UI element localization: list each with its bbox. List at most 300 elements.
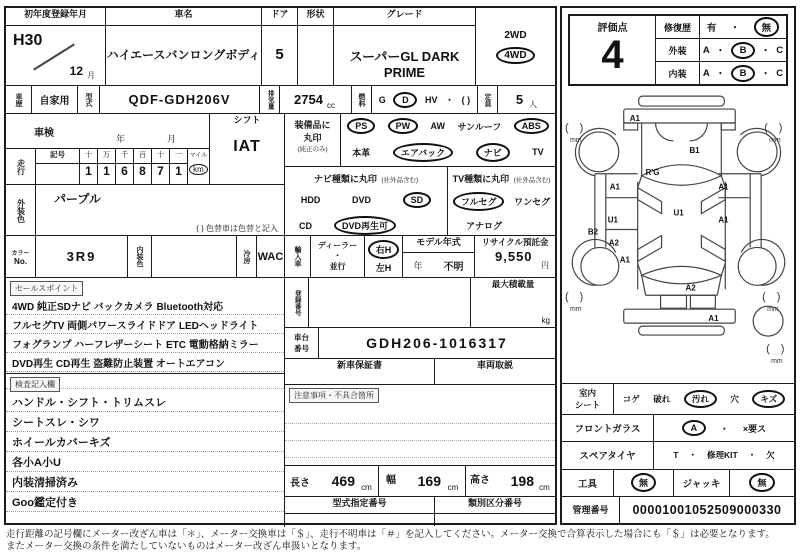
option: 穴 [730,394,739,405]
digit-header: 万 [98,149,115,164]
manual-cell [435,359,555,384]
exterior-color-row [6,185,284,235]
height-unit: cm [539,483,550,492]
history-value: 自家用 [39,96,70,107]
check-section [6,374,284,526]
shaken-month-unit: 月 [167,134,177,144]
color-import-row [6,236,555,278]
navi-tv-section [285,167,555,235]
spec-row [6,86,555,114]
seat-label-1: 室内 [578,388,596,399]
history-label-cell [6,86,32,113]
option: サンルーフ [457,121,502,132]
option-circled: B [731,42,755,59]
option: ( ) [461,94,471,105]
grade-value: スーパーGL DARK PRIME [349,49,460,80]
exterior-grade-row [656,39,786,62]
shift-label: シフト [233,115,261,125]
notes-section [285,385,555,466]
shaken-year-unit: 年 [116,134,126,144]
option: 左H [375,262,392,273]
option: 本革 [352,147,371,158]
option-circled: PW [388,118,419,134]
bottom-block [6,278,555,527]
length-unit: cm [361,483,372,492]
management-number-label-cell [562,497,620,523]
management-number-label: 管理番号 [572,505,609,516]
warranty-label: 新車保証書 [336,360,382,370]
option: ・ [719,423,729,434]
dealer-lines [311,236,364,277]
seat-label-cell [562,384,614,414]
manual-label: 車両取説 [476,360,513,370]
first-registration-label: 初年度登録年月 [6,8,105,26]
svg-text:A1: A1 [718,182,729,192]
option: ・ [688,450,697,461]
windshield-label: フロントガラス [574,424,641,436]
middle-right [285,114,555,235]
recycle-value: 9,550 [495,249,533,265]
recycle-unit: 円 [541,261,549,271]
exterior-grade-label-cell [656,39,700,61]
first-registration-cell [6,8,106,85]
exterior-color-label-cell [6,185,36,235]
max-load-cell [471,278,555,327]
option-circled: SD [403,192,432,208]
digit-value: 6 [121,164,128,178]
tv-type-cell [448,167,555,235]
registration-value-cell [309,278,471,327]
ac-cell [257,236,285,277]
odometer-unit-top: マイル [189,153,208,159]
color-no-cell [36,236,128,277]
model-year-value: 不明 [443,261,464,273]
option: 2WD [504,29,527,41]
svg-text:( ): ( ) [764,121,787,134]
option: G [378,94,386,105]
svg-text:A2: A2 [685,283,696,293]
text-line: フォグランプ ハーフレザーシート ETC 電動格納ミラー [6,334,284,353]
management-number-value: 00001001052509000330 [632,502,782,517]
option: ・ [445,95,455,105]
tools-label: 工具 [577,478,597,490]
svg-text:A1: A1 [609,182,620,192]
text-line: DVD再生 CD再生 盗難防止装置 オートエアコン [6,353,284,372]
repair-history-options [700,16,786,38]
text-line: ディーラー [317,240,358,250]
max-load-label: 最大積載量 [491,279,535,289]
option-circled: 右H [368,240,400,259]
text-line: 各小A小U [6,452,284,472]
color-no-value: 3R9 [66,249,97,264]
option: ・ [715,46,726,57]
option: アナログ [466,221,503,231]
digit-value: 1 [175,164,182,178]
shaken-row [6,114,209,149]
import-label: 輸入車 [294,246,301,267]
ac-value: WAC [257,250,284,263]
option-circled: 無 [754,17,780,37]
title-row [6,8,555,86]
import-label-cell [285,236,311,277]
displacement-label-cell [260,86,280,113]
equipment-label-1: 装備品に [294,120,331,130]
option: 修理KIT [706,450,738,461]
svg-text:A1: A1 [619,255,630,265]
seat-label-2: シート [574,400,601,411]
jack-label: ジャッキ [682,478,721,490]
door-value: 5 [275,46,284,63]
odometer-row [6,149,209,185]
svg-text:B1: B1 [689,145,700,155]
classification-number-label: 類別区分番号 [435,497,555,514]
model-code-label: 型式 [85,92,92,107]
option-circled: エアバック [393,143,453,162]
option: ワンセグ [514,197,551,207]
classification-number-cell [435,497,555,526]
option-circled: D [393,92,417,108]
option: ・ [760,46,771,57]
score-cell [570,16,656,84]
middle-left [6,114,285,235]
option: DVD [351,195,371,205]
capacity-unit: 人 [529,100,538,109]
empty-line [285,407,555,424]
option: AW [430,121,446,132]
option: HDD [300,195,321,205]
svg-text:A1: A1 [629,114,640,123]
sales-points-section [6,278,284,374]
digit-value: 7 [157,164,164,178]
sales-points-lines [6,296,284,372]
digit-value: 8 [139,164,146,178]
middle-block [6,114,555,236]
interior-grade-label: 内装 [668,68,687,79]
capacity-label: 定員 [484,92,491,107]
fuel-cell [372,86,478,113]
height-label: 高さ [465,466,494,496]
footer-line-2: またメーター交換の条件を満たしていないものはメーター改ざん車扱いとなります。 [6,540,367,552]
displacement-unit: cc [326,101,335,110]
windshield-row [562,415,794,442]
documents-row [285,359,555,385]
drive-options [496,30,534,64]
svg-text:mm: mm [769,136,781,144]
navi-type-title: ナビ種類に丸印 [313,174,377,184]
model-code-value: QDF-GDH206V [128,92,231,107]
svg-text:A1: A1 [718,215,729,225]
odometer-unit-cell [188,149,209,185]
odometer-label-cell [6,149,36,185]
designation-number-cell [285,497,435,526]
ac-label: 冷房 [243,249,250,264]
navi-type-note: (社外品含む) [381,177,419,184]
option-circled: ナビ [476,143,510,162]
recycle-cell [475,236,555,277]
length-value: 469 [331,473,355,489]
svg-text:U1: U1 [607,215,618,225]
exterior-color-label: 外装色 [16,199,26,223]
model-year-label: モデル年式 [403,236,474,253]
repair-history-row [656,16,786,39]
color-no-label-2: No. [14,256,27,266]
warranty-cell [285,359,435,384]
interior-grade-label-cell [656,62,700,84]
height-value: 198 [510,473,534,489]
footer-note [6,529,794,553]
svg-text:R'G: R'G [645,167,660,177]
right-panel [560,6,796,525]
tv-type-row-1 [448,192,555,211]
svg-text:A1: A1 [708,314,719,324]
option-circled: 無 [749,473,774,492]
digit-header: 千 [116,149,133,164]
model-code-cell [100,86,260,113]
option-circled: 無 [631,473,656,492]
text-line: 並行 [329,261,346,271]
digit-header: 十 [80,149,97,164]
svg-text:A2: A2 [608,238,619,248]
model-year-unit: 年 [413,260,423,271]
interior-grade-row [656,62,786,84]
option: ・ [715,69,726,80]
chassis-label-1: 車台 [294,333,309,342]
equipment-label-2: 丸印 [303,133,322,143]
navi-type-cell [285,167,448,235]
chassis-row [285,328,555,359]
door-label: ドア [262,8,297,26]
handle-options [368,240,400,274]
svg-text:( ): ( ) [762,291,785,304]
tools-options [614,470,674,496]
dimensions-row [285,466,555,497]
interior-color-label-cell [128,236,152,277]
tv-type-row-2 [466,219,555,232]
chassis-label-cell [285,328,319,358]
jack-label-cell [674,470,730,496]
door-cell [262,8,298,85]
option-circled: フルセグ [453,192,505,211]
first-registration-month: 12 [69,64,83,78]
dealer-cell [311,236,365,277]
equipment-label-3: (純正のみ) [297,146,328,153]
option: コゲ [622,394,640,405]
main-table [4,6,557,525]
management-number-value-cell [620,497,794,523]
option-circled: A [682,420,706,436]
registration-label: 登録番号 [293,289,301,316]
displacement-label: 排気量 [266,89,274,110]
capacity-label-cell [478,86,498,113]
ac-label-cell [237,236,257,277]
car-name-cell [106,8,262,85]
text-line: 内装清掃済み [6,472,284,492]
text-line: シートスレ・シワ [6,412,284,432]
option: C [776,44,784,56]
history-label: 車歴 [15,92,22,107]
color-no-label-1: カラー [11,250,30,257]
svg-text:( ): ( ) [564,291,588,304]
text-line: ・ [333,251,342,261]
designation-number-label: 型式指定番号 [285,497,434,514]
month-unit: 月 [87,71,95,80]
capacity-cell [498,86,555,113]
svg-text:mm: mm [569,306,582,314]
shift-cell [210,114,284,184]
fuel-label: 燃料 [358,92,365,107]
rating-box [568,14,788,86]
spare-tire-label: スペアタイヤ [579,451,636,463]
chassis-value-cell [319,328,555,358]
svg-text:U1: U1 [673,208,684,218]
odometer-digits [80,149,188,185]
seat-row [562,384,794,415]
score-value: 4 [601,33,624,77]
svg-text:( ): ( ) [564,121,588,134]
option-circled: 4WD [496,47,534,64]
interior-grade-options [700,62,786,84]
grade-label: グレード [334,8,475,26]
check-section-lines [6,392,284,512]
windshield-options [654,415,794,441]
svg-text:mm: mm [771,357,783,365]
option: 破れ [653,394,671,405]
equipment-section [285,114,555,167]
odometer-unit: km [189,164,208,175]
digit-header: 十 [152,149,169,164]
color-no-label-cell [6,236,36,277]
option: CD [299,220,312,231]
width-label: 幅 [378,466,403,496]
recycle-label: リサイクル預託金 [481,237,549,247]
tv-type-title: TV種類に丸印 [452,174,510,184]
empty-line [285,441,555,458]
model-code-label-cell [78,86,100,113]
digit-value: 1 [103,164,110,178]
digit-header: 百 [134,149,151,164]
car-name-value: ハイエースバンロングボディ [106,48,261,62]
seat-options [614,384,794,414]
length-label: 長さ [290,477,310,489]
bottom-left [6,278,285,527]
svg-text:mm: mm [569,136,582,144]
text-line: Goo鑑定付き [6,492,284,512]
option: ・ [747,450,757,461]
sales-points-title: セールスポイント [10,281,83,296]
handle-cell [365,236,403,277]
interior-color-label: 内装色 [136,246,143,267]
odometer-sign-header: 記号 [36,149,79,164]
exterior-grade-options [700,39,786,61]
option: A [702,44,710,56]
car-name-label: 車名 [106,8,261,26]
chassis-label-2: 番号 [294,344,309,353]
svg-text:( ): ( ) [766,343,789,356]
jack-options [730,470,794,496]
odometer-label: 走行 [16,159,26,175]
width-value: 169 [417,473,441,489]
odometer-sign-col [36,149,80,185]
svg-text:B2: B2 [587,227,599,237]
tools-row [562,470,794,497]
option-circled: DVD再生可 [334,216,396,235]
max-load-unit: kg [541,316,550,325]
digit-header: 一 [170,149,187,164]
shift-value: IAT [233,137,261,155]
type-number-row [285,497,555,526]
shaken-label: 車検 [34,127,54,139]
option: C [776,67,784,79]
interior-color-cell [152,236,237,277]
option: 欠 [766,450,775,461]
option-circled: ABS [514,118,549,134]
repair-history-label: 修復歴 [663,22,691,33]
text-line: 4WD 純正SDナビ バックカメラ Bluetooth対応 [6,296,284,315]
text-line: フルセグTV 両側パワースライドドア LEDヘッドライト [6,315,284,334]
chassis-value: GDH206-1016317 [366,335,508,351]
option-circled: B [731,65,755,82]
exterior-grade-label: 外装 [668,45,687,56]
fuel-options [372,86,477,113]
score-label: 評価点 [597,23,628,34]
digit-value: 1 [85,164,92,178]
capacity-value: 5 [515,92,524,107]
model-year-cell [403,236,475,277]
grade-cell [334,8,476,85]
option: ・ [730,23,740,34]
check-section-title: 検査記入欄 [10,377,60,392]
first-registration-year: H30 [13,32,43,49]
option-circled: 汚れ [684,390,717,408]
car-damage-diagram [562,90,794,384]
footer-line-1: 走行距離の記号欄にメーター改ざん車は「＊」、メーター交換車は「＄」、走行不明車は「＃」を記入してください。メーター交換で合算表示した場合にも「＄」は必要となります。 [6,529,775,540]
option-circled: PS [347,118,375,134]
management-number-row [562,497,794,523]
option-circled: キズ [752,390,785,408]
fuel-label-cell [352,86,372,113]
navi-type-row-2 [299,216,447,235]
equipment-row-1 [341,118,555,134]
option: HV [424,94,438,105]
color-change-note: ( ) 色替車は色替と記入 [196,224,278,233]
width-unit: cm [447,483,459,492]
notes-title: 注意事項・不具合箇所 [289,388,379,403]
spare-tire-label-cell [562,442,654,468]
windshield-label-cell [562,415,654,441]
empty-line [285,424,555,441]
condition-table [562,383,794,523]
text-line: ホイールカバーキズ [6,432,284,452]
option: ×要ス [742,423,767,434]
shape-cell [298,8,334,85]
spare-tire-row [562,442,794,469]
displacement-value: 2754 [294,92,323,107]
registration-label-cell [285,278,309,327]
bottom-right [285,278,555,527]
option: ・ [760,69,771,80]
equipment-row-2 [341,143,555,162]
navi-type-row-1 [285,192,447,208]
tools-label-cell [562,470,614,496]
displacement-cell [280,86,352,113]
history-cell [32,86,78,113]
equipment-label-cell [285,114,341,166]
tv-type-note: (社外品含む) [513,177,551,184]
option: T [673,450,679,461]
text-line: ハンドル・シフト・トリムスレ [6,392,284,412]
drive-type-cell [476,8,555,85]
exterior-color-value: パープル [54,192,101,206]
